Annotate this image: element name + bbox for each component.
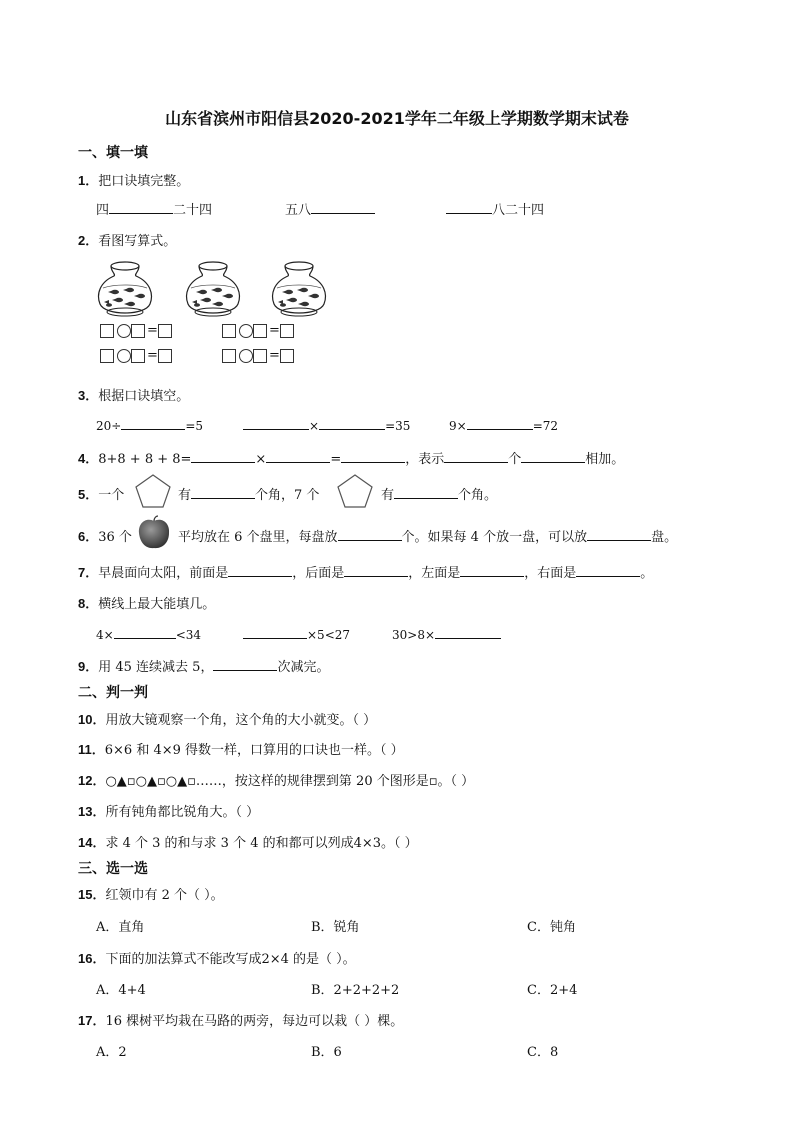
pentagon-icon xyxy=(133,472,173,510)
equals-sign: = xyxy=(147,323,158,338)
question-text: 次减完。 xyxy=(277,660,330,675)
question-text: 下面的加法算式不能改写成2×4 的是（ ）。 xyxy=(105,952,356,967)
question-text: 相加。 xyxy=(585,452,625,467)
question-text: 6×6 和 4×9 得数一样，口算用的口诀也一样。（ ） xyxy=(104,743,404,758)
question-4 xyxy=(78,448,624,467)
question-number: 9． xyxy=(78,659,99,674)
answer-blank[interactable] xyxy=(191,486,255,499)
question-text: 根据口诀填空。 xyxy=(98,389,190,404)
equation-template[interactable] xyxy=(222,348,294,363)
fishbowl-icon xyxy=(273,262,326,316)
question-text: ，表示 xyxy=(405,452,445,467)
answer-box[interactable] xyxy=(100,324,114,338)
operator-circle[interactable] xyxy=(239,324,253,338)
question-number: 5． xyxy=(78,487,99,502)
answer-blank[interactable] xyxy=(446,201,492,214)
question-text: 红领巾有 2 个（ ）。 xyxy=(105,888,224,903)
answer-blank[interactable] xyxy=(521,450,585,463)
question-text: 个角。 xyxy=(458,488,498,503)
answer-box[interactable] xyxy=(280,349,294,363)
question-number: 12． xyxy=(78,773,106,788)
answer-blank[interactable] xyxy=(109,201,173,214)
question-text: 。 xyxy=(640,566,654,581)
q8-a-prefix: 4× xyxy=(96,628,114,642)
operator-circle[interactable] xyxy=(117,349,131,363)
answer-box[interactable] xyxy=(280,324,294,338)
question-number: 3． xyxy=(78,388,99,403)
q3-c-prefix: 9× xyxy=(449,419,467,433)
q3-a-prefix: 20÷ xyxy=(96,419,122,433)
answer-blank[interactable] xyxy=(191,450,255,463)
question-number: 13． xyxy=(78,804,106,819)
question-text: ，右面是 xyxy=(524,566,577,581)
equation-template[interactable] xyxy=(222,323,294,338)
q6-text xyxy=(178,526,677,545)
question-text: × xyxy=(255,452,267,467)
q3-item-a xyxy=(96,417,203,433)
question-number: 11． xyxy=(78,742,105,757)
q5-text-1 xyxy=(178,484,319,503)
answer-blank[interactable] xyxy=(243,417,309,430)
question-14 xyxy=(78,832,418,851)
question-16 xyxy=(78,948,356,967)
question-text: 用放大镜观察一个角，这个角的大小就变。（ ） xyxy=(105,713,377,728)
question-text: 平均放在 6 个盘里，每盘放 xyxy=(178,530,338,545)
question-text: ，左面是 xyxy=(408,566,461,581)
q8-item-c xyxy=(392,626,501,642)
question-8 xyxy=(78,593,215,612)
question-number: 16． xyxy=(78,951,106,966)
q8-item-b xyxy=(243,626,350,642)
pentagon-icon xyxy=(335,472,375,510)
q8-c-prefix: 30>8× xyxy=(392,628,436,642)
question-7 xyxy=(78,562,653,581)
question-text: 横线上最大能填几。 xyxy=(98,597,216,612)
q1-item-b xyxy=(285,199,375,218)
question-text: 一个 xyxy=(98,488,125,503)
section-heading-choose: 三、选一选 xyxy=(78,861,148,877)
question-text: 个角，7 个 xyxy=(255,488,320,503)
option-a[interactable]: A．直角 xyxy=(96,920,145,935)
q8-a-suffix: <34 xyxy=(175,628,202,642)
answer-blank[interactable] xyxy=(435,626,501,639)
q3-c-suffix: =72 xyxy=(532,419,559,433)
question-text: 盘。 xyxy=(651,530,678,545)
option-c[interactable]: C．2+4 xyxy=(527,983,578,998)
question-text: 16 棵树平均栽在马路的两旁，每边可以栽（ ）棵。 xyxy=(105,1014,404,1029)
question-text: 36 个 xyxy=(98,530,132,545)
answer-blank[interactable] xyxy=(587,528,651,541)
question-number: 17． xyxy=(78,1013,106,1028)
fishbowl-icon xyxy=(99,262,152,316)
equals-sign: = xyxy=(269,348,280,363)
option-b[interactable]: B．6 xyxy=(311,1045,342,1060)
question-5 xyxy=(78,484,124,503)
apple-icon xyxy=(136,515,172,551)
question-6 xyxy=(78,526,132,545)
q1-a-prefix: 四 xyxy=(96,203,110,218)
fishbowl-icon xyxy=(187,262,240,316)
question-number: 2． xyxy=(78,233,99,248)
question-text: 有 xyxy=(381,488,395,503)
question-text: = xyxy=(330,452,342,467)
question-number: 8． xyxy=(78,596,99,611)
section-heading-judge: 二、判一判 xyxy=(78,685,148,701)
question-2 xyxy=(78,230,176,249)
answer-box[interactable] xyxy=(158,324,172,338)
question-text: 早晨面向太阳，前面是 xyxy=(98,566,229,581)
q3-item-c xyxy=(449,417,558,433)
answer-box[interactable] xyxy=(131,349,145,363)
question-17 xyxy=(78,1010,403,1029)
answer-box[interactable] xyxy=(100,349,114,363)
question-number: 4． xyxy=(78,451,99,466)
question-15 xyxy=(78,884,224,903)
answer-blank[interactable] xyxy=(338,528,402,541)
answer-box[interactable] xyxy=(253,349,267,363)
answer-box[interactable] xyxy=(222,349,236,363)
q8-b-suffix: ×5<27 xyxy=(307,628,351,642)
answer-blank[interactable] xyxy=(460,564,524,577)
option-b[interactable]: B．锐角 xyxy=(311,920,360,935)
answer-blank[interactable] xyxy=(243,626,307,639)
question-text: 个。如果每 4 个放一盘，可以放 xyxy=(401,530,588,545)
question-text: 所有钝角都比锐角大。（ ） xyxy=(105,805,260,820)
answer-blank[interactable] xyxy=(114,626,176,639)
question-3 xyxy=(78,385,189,404)
question-text: ，后面是 xyxy=(292,566,345,581)
answer-blank[interactable] xyxy=(266,450,330,463)
question-number: 7． xyxy=(78,565,99,580)
question-text: ○▲▫○▲▫○▲▫……，按这样的规律摆到第 20 个图形是▫。（ ） xyxy=(105,774,475,789)
option-a[interactable]: A．2 xyxy=(96,1045,127,1060)
answer-blank[interactable] xyxy=(341,450,405,463)
question-text: 用 45 连续减去 5， xyxy=(98,660,214,675)
question-10 xyxy=(78,709,376,728)
equals-sign: = xyxy=(269,323,280,338)
answer-box[interactable] xyxy=(158,349,172,363)
question-13 xyxy=(78,801,259,820)
answer-blank[interactable] xyxy=(394,486,458,499)
question-number: 1． xyxy=(78,173,99,188)
question-text: 8+8 + 8 + 8= xyxy=(98,452,192,467)
option-c[interactable]: C．8 xyxy=(527,1045,559,1060)
question-number: 14． xyxy=(78,835,106,850)
question-text: 把口诀填完整。 xyxy=(98,174,190,189)
answer-blank[interactable] xyxy=(467,417,533,430)
q8-item-a xyxy=(96,626,201,642)
option-c[interactable]: C．钝角 xyxy=(527,920,576,935)
question-1 xyxy=(78,170,189,189)
answer-blank[interactable] xyxy=(444,450,508,463)
answer-blank[interactable] xyxy=(213,658,277,671)
answer-box[interactable] xyxy=(222,324,236,338)
q1-b-prefix: 五八 xyxy=(285,203,312,218)
question-number: 15． xyxy=(78,887,106,902)
q3-b-suffix: =35 xyxy=(385,419,411,433)
answer-blank[interactable] xyxy=(311,201,375,214)
question-text: 有 xyxy=(178,488,192,503)
page-title: 山东省滨州市阳信县2020-2021学年二年级上学期数学期末试卷 xyxy=(165,109,629,128)
question-number: 6． xyxy=(78,529,99,544)
option-b[interactable]: B．2+2+2+2 xyxy=(311,983,400,998)
q1-item-c xyxy=(446,199,544,218)
q3-item-b xyxy=(243,417,410,433)
answer-blank[interactable] xyxy=(344,564,408,577)
q1-c-suffix: 八二十四 xyxy=(492,203,545,218)
question-text: 个 xyxy=(508,452,522,467)
answer-box[interactable] xyxy=(131,324,145,338)
section-heading-fill: 一、填一填 xyxy=(78,145,148,161)
answer-blank[interactable] xyxy=(121,417,185,430)
question-text: 看图写算式。 xyxy=(98,234,177,249)
operator-circle[interactable] xyxy=(117,324,131,338)
q5-text-2 xyxy=(381,484,497,503)
option-a[interactable]: A．4+4 xyxy=(96,983,146,998)
answer-blank[interactable] xyxy=(319,417,385,430)
equation-template[interactable] xyxy=(100,348,172,363)
question-12 xyxy=(78,770,474,789)
equals-sign: = xyxy=(147,348,158,363)
answer-blank[interactable] xyxy=(576,564,640,577)
question-text: 求 4 个 3 的和与求 3 个 4 的和都可以列成4×3。（ ） xyxy=(105,836,418,851)
fishbowls-image xyxy=(92,258,342,320)
answer-blank[interactable] xyxy=(228,564,292,577)
question-9 xyxy=(78,656,329,675)
q3-a-suffix: =5 xyxy=(185,419,204,433)
q1-item-a xyxy=(96,199,212,218)
q1-a-suffix: 二十四 xyxy=(173,203,213,218)
question-number: 10． xyxy=(78,712,106,727)
q3-b-operator: × xyxy=(309,419,320,433)
equation-template[interactable] xyxy=(100,323,172,338)
operator-circle[interactable] xyxy=(239,349,253,363)
question-11 xyxy=(78,739,404,758)
answer-box[interactable] xyxy=(253,324,267,338)
